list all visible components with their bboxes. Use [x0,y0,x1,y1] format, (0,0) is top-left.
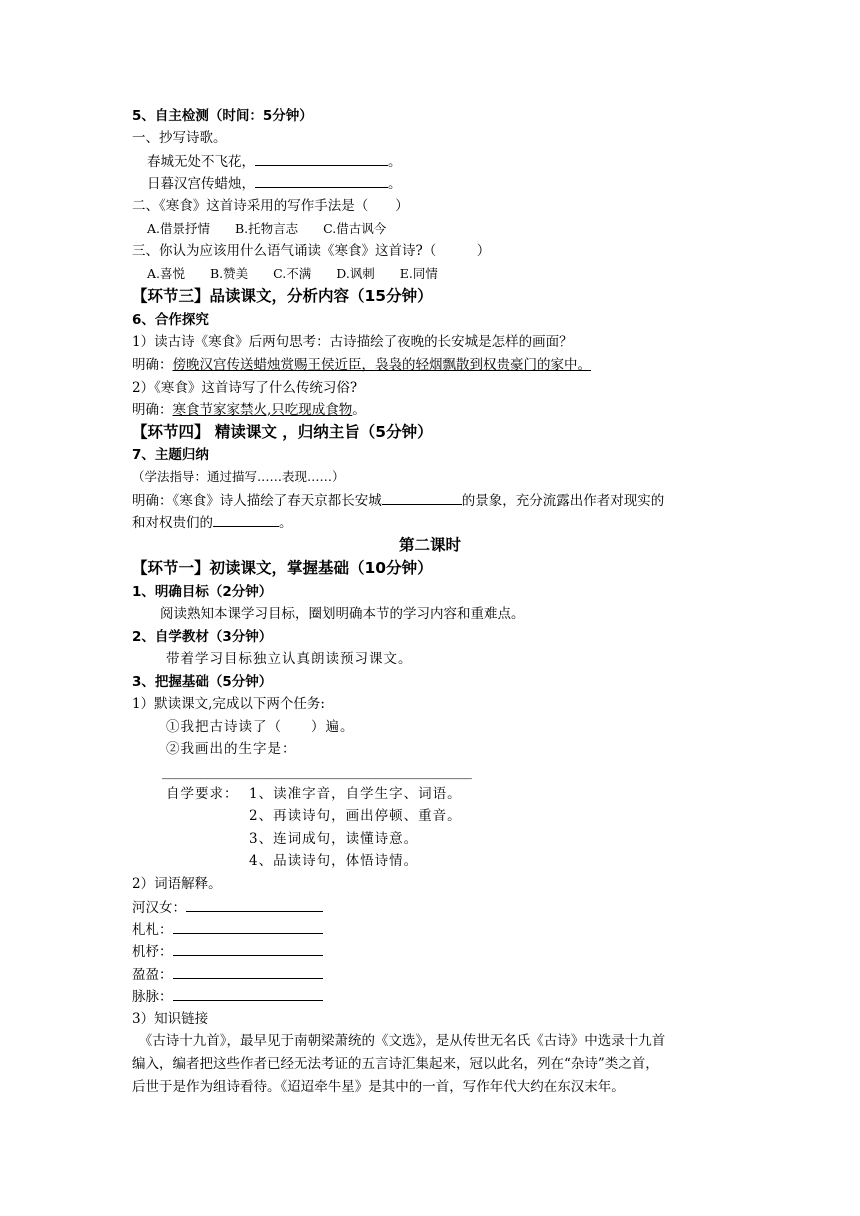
step-4-title: 【环节四】 精读课文 ，归纳主旨（5分钟） [132,423,433,441]
step-1-title: 【环节一】初读课文，掌握基础（10分钟） [132,559,433,577]
question-3-title: 三、你认为应该用什么语气诵读《寒食》这首诗?（ ） [132,243,491,259]
section-2-body: 带着学习目标独立认真朗读预习课文。 [166,651,413,667]
knowledge-link-line-3: 后世于是作为组诗看待。《迢迢牵牛星》是其中的一首，写作年代大约在东汉末年。 [132,1079,625,1095]
requirement-3: 3、连词成句，读懂诗意。 [249,831,419,847]
task-b: ②我画出的生字是： [166,741,297,757]
section-1-title: 1、明确目标（2分钟） [132,584,273,600]
vocab-item [132,941,323,962]
question-2-title: 二、《寒食》这首诗采用的写作手法是（ ） [132,198,409,214]
poem-line-1 [147,151,402,172]
vocab-blank[interactable] [173,919,323,934]
theme-blank-1[interactable] [382,490,462,505]
vocab-title: 2）词语解释。 [132,876,222,892]
vocab-term: 脉脉： [132,989,173,1005]
theme-part-3: 和对权贵们的 [132,515,213,531]
section-6-title: 6、合作探究 [132,312,209,328]
answer-label: 明确： [132,357,173,373]
task-a: ①我把古诗读了（ ）遍。 [166,719,355,735]
answer-label: 明确： [132,402,173,418]
theme-part-2: 的景象，充分流露出作者对现实的 [461,493,665,509]
question-6-1: 1）读古诗《寒食》后两句思考：古诗描绘了夜晚的长安城是怎样的画面？ [132,334,573,350]
step-3-title: 【环节三】品读课文，分析内容（15分钟） [132,287,433,305]
theme-end: 。 [279,515,293,531]
answer-6-1 [132,355,591,375]
section-3-title: 3、把握基础（5分钟） [132,674,273,690]
poem-line-2-text: 日暮汉宫传蜡烛， [147,176,255,192]
answer-6-1-text: 傍晚汉宫传送蜡烛赏赐王侯近臣，袅袅的轻烟飘散到权贵豪门的家中。 [172,357,591,373]
requirements-label: 自学要求： [166,786,239,802]
question-6-2: 2）《寒食》这首诗写了什么传统习俗? [132,380,358,396]
poem-line-2-blank[interactable] [255,173,388,188]
question-3-options: A.喜悦 B.赞美 C.不满 D.讽刺 E.同情 [147,266,438,281]
vocab-blank[interactable] [173,964,323,979]
vocab-item [132,897,323,918]
vocab-term: 盈盈： [132,967,173,983]
task-intro: 1）默读课文,完成以下两个任务: [132,696,325,712]
poem-line-2 [147,173,402,194]
vocab-term: 札札： [132,922,173,938]
theme-part-1: 明确：《寒食》诗人描绘了春天京都长安城 [132,493,382,509]
task-b-line[interactable]: ________________________________________________ [162,764,472,780]
knowledge-link-title: 3）知识链接 [132,1011,209,1027]
requirement-2: 2、再读诗句，画出停顿、重音。 [249,808,462,824]
requirement-4: 4、品读诗句，体悟诗情。 [249,853,419,869]
section-1-body: 阅读熟知本课学习目标，圈划明确本节的学习内容和重难点。 [160,606,525,622]
lesson-2-title: 第二课时 [398,536,461,554]
poem-line-2-period: 。 [388,176,402,192]
knowledge-link-line-2: 编入，编者把这些作者已经无法考证的五言诗汇集起来，冠以此名，列在“杂诗”类之首， [132,1056,659,1072]
vocab-term: 河汉女： [132,900,186,916]
answer-6-2-text: 寒食节家家禁火,只吃现成食物 [172,402,353,418]
vocab-item [132,964,323,985]
answer-6-2-period: 。 [352,402,366,418]
vocab-blank[interactable] [173,941,323,956]
question-2-options: A.借景抒情 B.托物言志 C.借古讽今 [147,221,387,236]
theme-line-2 [132,512,293,533]
theme-blank-2[interactable] [213,512,279,527]
vocab-item [132,919,323,940]
vocab-term: 机杼： [132,944,173,960]
knowledge-link-line-1: 《古诗十九首》，最早见于南朝梁萧统的《文选》，是从传世无名氏《古诗》中选录十九首 [132,1033,666,1049]
section-7-title: 7、主题归纳 [132,447,209,463]
section-2-title: 2、自学教材（3分钟） [132,629,273,645]
poem-line-1-period: 。 [388,154,402,170]
vocab-blank[interactable] [173,986,323,1001]
vocab-item [132,986,323,1007]
poem-line-1-blank[interactable] [255,151,388,166]
method-hint: （学法指导：通过描写……表现……） [132,469,345,484]
section-5-title: 5、自主检测（时间：5分钟） [132,108,313,124]
answer-6-2 [132,400,366,420]
requirement-1: 1、读准字音，自学生字、词语。 [249,786,462,802]
question-1-title: 一、抄写诗歌。 [132,130,227,146]
vocab-blank[interactable] [186,897,323,912]
theme-line-1 [132,490,664,511]
poem-line-1-text: 春城无处不飞花， [147,154,255,170]
